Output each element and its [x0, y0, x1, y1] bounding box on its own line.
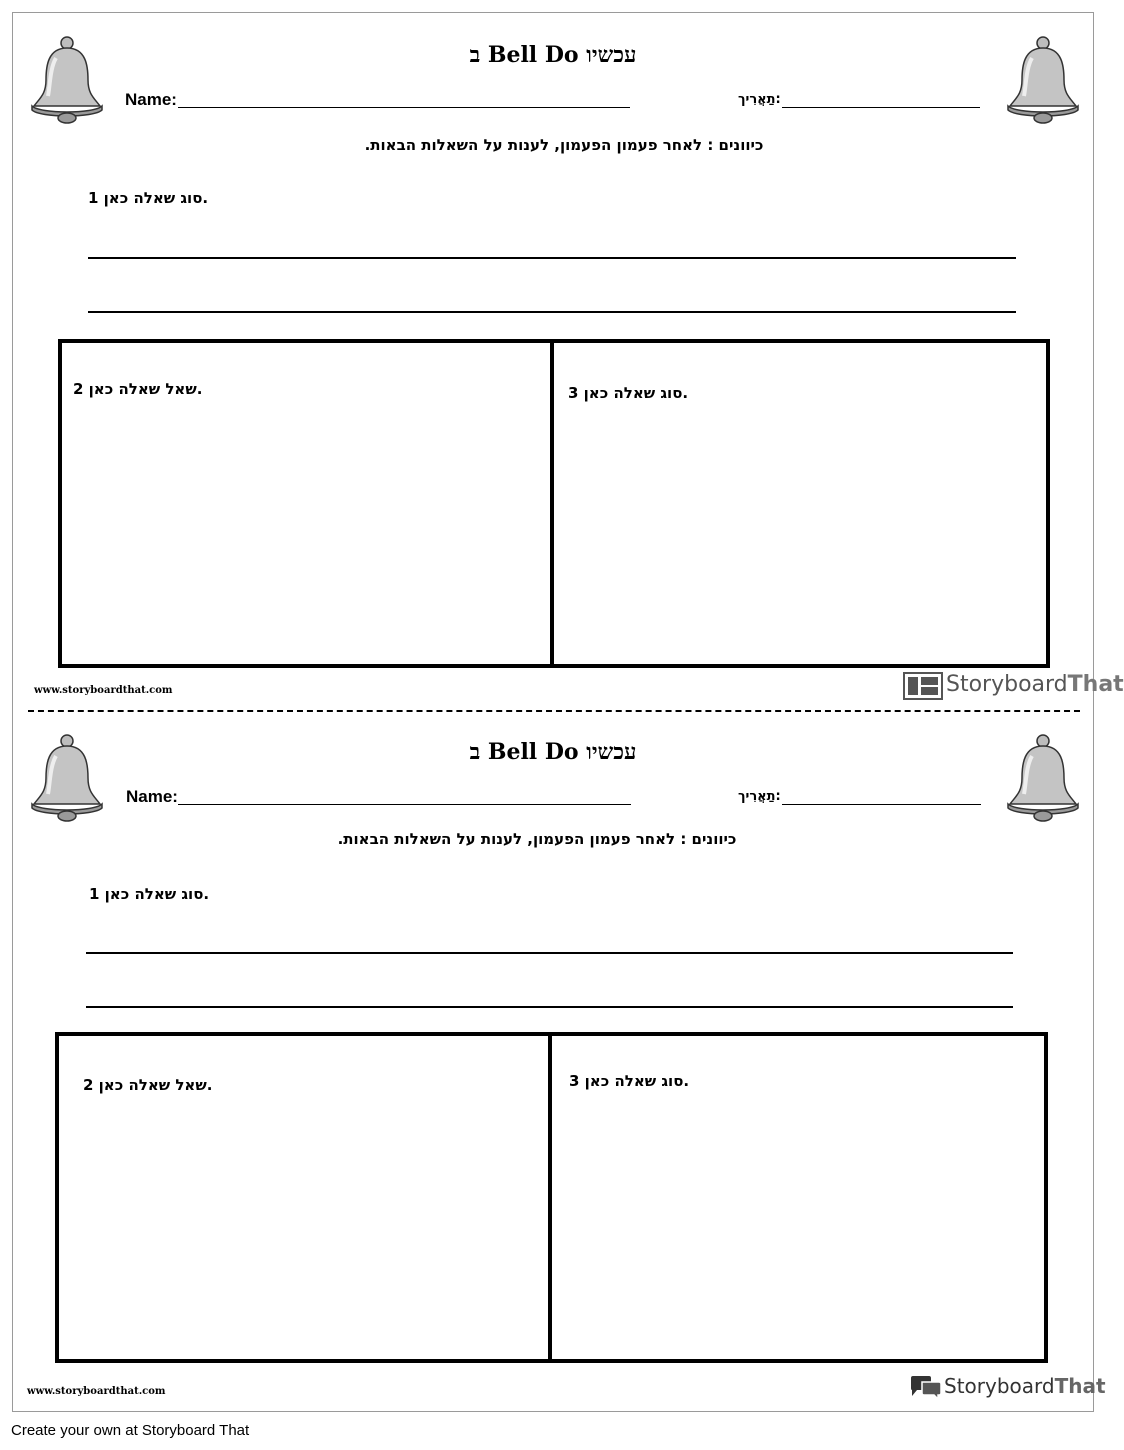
directions-text: כיוונים : לאחר פעמון הפעמון, לענות על השאלות הבאות. [337, 830, 737, 848]
question-2-label: שאל שאלה כאן 2. [83, 1076, 213, 1094]
footer-link[interactable]: Create your own at Storyboard That [11, 1422, 250, 1439]
bell-icon [30, 734, 104, 822]
storyboard-grid-logo-icon [903, 672, 943, 704]
brand-name: StoryboardThat [946, 672, 1124, 697]
website-url: www.storyboardthat.com [34, 685, 173, 696]
question-1-label: סוג שאלה כאן 1. [89, 885, 210, 903]
name-field[interactable] [178, 107, 630, 108]
date-label: תַאֲרִיך: [738, 789, 781, 804]
name-label: Name: [125, 90, 177, 109]
answer-box [58, 339, 1050, 668]
box-divider [550, 339, 554, 668]
box-divider [548, 1032, 552, 1363]
website-url: www.storyboardthat.com [27, 1386, 166, 1397]
cut-line [28, 710, 1080, 712]
answer-line[interactable] [86, 1006, 1013, 1008]
answer-line[interactable] [88, 311, 1016, 313]
worksheet-title: ב Bell Do עכשיו [469, 42, 637, 68]
date-field[interactable] [782, 107, 980, 108]
question-2-label: שאל שאלה כאן 2. [73, 380, 203, 398]
question-1-label: סוג שאלה כאן 1. [88, 189, 209, 207]
directions-text: כיוונים : לאחר פעמון הפעמון, לענות על השאלות הבאות. [364, 136, 764, 154]
date-field[interactable] [782, 804, 981, 805]
brand-name: StoryboardThat [944, 1374, 1106, 1398]
answer-line[interactable] [88, 257, 1016, 259]
worksheet-title: ב Bell Do עכשיו [469, 739, 637, 765]
name-field[interactable] [178, 804, 631, 805]
bell-icon [1006, 734, 1080, 822]
date-label: תַאֲרִיך: [738, 92, 781, 107]
answer-line[interactable] [86, 952, 1013, 954]
bell-icon [1006, 36, 1080, 124]
question-3-label: סוג שאלה כאן 3. [568, 384, 689, 402]
speech-bubbles-logo-icon [909, 1374, 943, 1404]
bell-icon [30, 36, 104, 124]
question-3-label: סוג שאלה כאן 3. [569, 1072, 690, 1090]
name-label: Name: [126, 787, 178, 806]
